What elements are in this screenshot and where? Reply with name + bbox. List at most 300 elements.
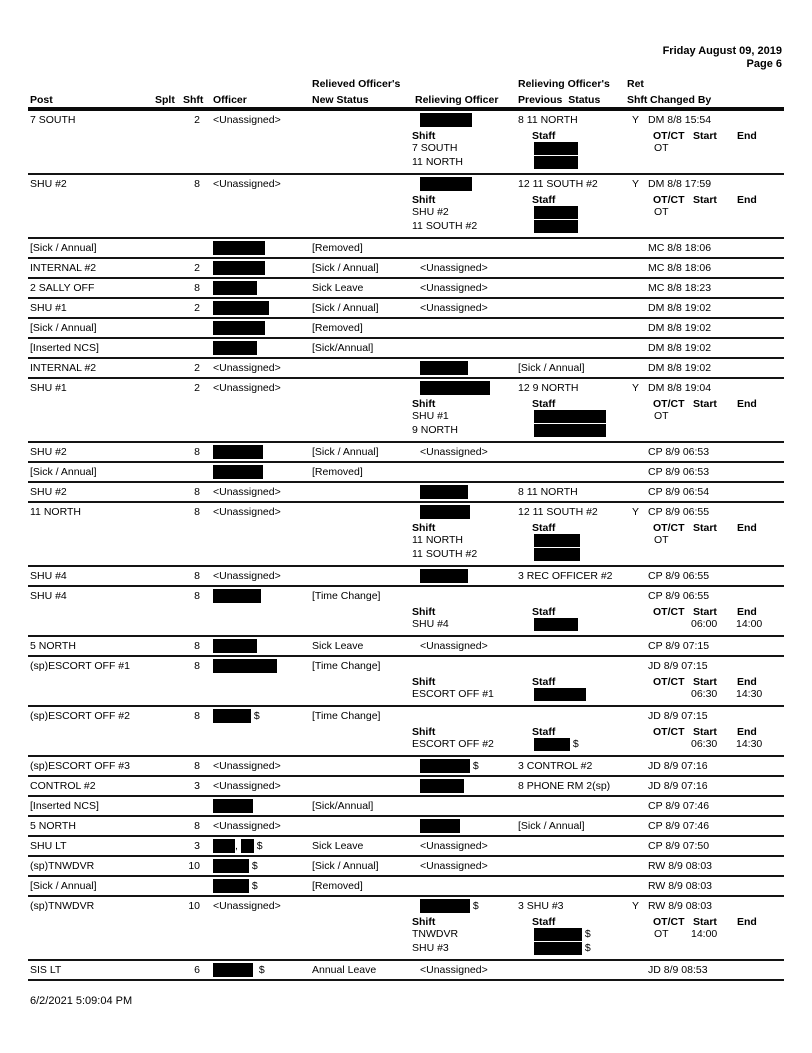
cell-text: <Unassigned> <box>420 860 488 872</box>
redaction-box <box>420 505 470 519</box>
row-main-line <box>28 443 784 461</box>
sub-staff <box>534 688 586 701</box>
row-main-line <box>28 837 784 855</box>
cell-shft: 8 <box>194 660 200 672</box>
cell-changed-by: MC 8/8 18:06 <box>648 262 712 274</box>
sub-header-line <box>28 397 784 410</box>
table-row <box>28 657 784 707</box>
sub-header-shift: Shift <box>412 130 436 142</box>
row-main-line <box>28 707 784 725</box>
table-row <box>28 757 784 777</box>
redaction-box <box>420 177 472 191</box>
cell-officer <box>213 262 265 275</box>
sub-header-end: End <box>737 726 757 738</box>
cell-post: (sp)ESCORT OFF #1 <box>30 660 130 672</box>
sub-detail-line <box>28 220 784 234</box>
row-main-line <box>28 797 784 815</box>
sub-header-line <box>28 193 784 206</box>
sub-header-staff: Staff <box>532 676 556 688</box>
cell-text: <Unassigned> <box>213 900 281 912</box>
sub-shift-name: ESCORT OFF #1 <box>412 688 494 700</box>
redaction-box <box>213 321 265 335</box>
cell-relieving-officer <box>420 114 472 127</box>
row-main-line <box>28 299 784 317</box>
cell-text: <Unassigned> <box>420 840 488 852</box>
redaction-box <box>213 281 257 295</box>
cell-officer <box>213 710 260 723</box>
table-row <box>28 175 784 239</box>
table-row <box>28 443 784 463</box>
cell-officer <box>213 506 281 518</box>
cell-prev-status: [Sick / Annual] <box>518 820 585 832</box>
cell-officer <box>213 242 265 255</box>
row-main-line <box>28 777 784 795</box>
redaction-box <box>213 859 249 873</box>
cell-shft: 3 <box>194 840 200 852</box>
cell-officer <box>213 660 277 673</box>
redaction-box <box>534 942 582 955</box>
cell-relieving-officer <box>420 506 470 519</box>
cell-shft: 2 <box>194 302 200 314</box>
sub-header-start: Start <box>693 916 717 928</box>
cell-text: <Unassigned> <box>213 362 281 374</box>
row-main-line <box>28 587 784 605</box>
cell-new-status: [Sick / Annual] <box>312 302 379 314</box>
redaction-box <box>213 261 265 275</box>
cell-text: $ <box>470 900 479 912</box>
redaction-box <box>213 799 253 813</box>
sub-shift-name: 9 NORTH <box>412 424 458 436</box>
cell-post: [Sick / Annual] <box>30 466 97 478</box>
redaction-box <box>213 879 249 893</box>
sub-header-otct: OT/CT <box>653 606 685 618</box>
cell-shft: 3 <box>194 780 200 792</box>
sub-header-end: End <box>737 916 757 928</box>
header-prev-status-2: Previous Status <box>518 94 601 106</box>
cell-relieving-officer <box>420 178 472 191</box>
sub-staff <box>534 618 578 631</box>
redaction-box <box>534 548 580 561</box>
cell-officer <box>213 322 265 335</box>
header-new-status-2: New Status <box>312 94 369 106</box>
redaction-box <box>213 709 251 723</box>
cell-changed-by: CP 8/9 06:55 <box>648 590 710 602</box>
cell-changed-by: DM 8/8 19:02 <box>648 322 712 334</box>
cell-new-status: [Time Change] <box>312 710 381 722</box>
cell-relieving-officer <box>420 362 468 375</box>
cell-relieving-officer <box>420 640 488 652</box>
redaction-box <box>534 206 578 219</box>
row-main-line <box>28 463 784 481</box>
sub-shift-name: TNWDVR <box>412 928 459 940</box>
sub-header-start: Start <box>693 726 717 738</box>
cell-post: SHU #4 <box>30 570 67 582</box>
cell-officer <box>213 590 261 603</box>
cell-prev-status: 8 PHONE RM 2(sp) <box>518 780 611 792</box>
cell-relieving-officer <box>420 446 488 458</box>
header-new-status-1: Relieved Officer's <box>312 78 401 90</box>
cell-ret-shft: Y <box>632 178 640 190</box>
row-main-line <box>28 379 784 397</box>
cell-relieving-officer <box>420 486 468 499</box>
sub-header-start: Start <box>693 522 717 534</box>
row-main-line <box>28 817 784 835</box>
row-main-line <box>28 111 784 129</box>
sub-detail-line <box>28 206 784 220</box>
table-row <box>28 259 784 279</box>
table-row <box>28 239 784 259</box>
sub-header-start: Start <box>693 676 717 688</box>
redaction-box <box>213 639 257 653</box>
table-row <box>28 817 784 837</box>
sub-otct-value: OT <box>654 928 669 940</box>
cell-relieving-officer <box>420 302 488 314</box>
sub-start-value: 06:30 <box>691 738 718 750</box>
cell-text: <Unassigned> <box>213 760 281 772</box>
cell-text: <Unassigned> <box>213 382 281 394</box>
sub-header-start: Start <box>693 398 717 410</box>
sub-staff <box>534 942 591 955</box>
table-row <box>28 111 784 175</box>
cell-changed-by: RW 8/9 08:03 <box>648 880 713 892</box>
cell-prev-status: 12 11 SOUTH #2 <box>518 506 598 518</box>
sub-staff <box>534 548 580 561</box>
redaction-box <box>534 156 578 169</box>
sub-end-value: 14:30 <box>736 738 763 750</box>
sub-header-end: End <box>737 522 757 534</box>
cell-post: [Sick / Annual] <box>30 242 97 254</box>
cell-post: [Sick / Annual] <box>30 880 97 892</box>
cell-post: SIS LT <box>30 964 62 976</box>
table-row <box>28 319 784 339</box>
cell-text: $ <box>582 942 591 954</box>
cell-new-status: Annual Leave <box>312 964 377 976</box>
cell-post: (sp)TNWDVR <box>30 900 95 912</box>
sub-end-value: 14:00 <box>736 618 763 630</box>
sub-shift-name: 11 NORTH <box>412 534 463 546</box>
cell-text: <Unassigned> <box>420 302 488 314</box>
cell-changed-by: CP 8/9 06:53 <box>648 446 710 458</box>
table-row <box>28 359 784 379</box>
sub-header-end: End <box>737 398 757 410</box>
cell-changed-by: DM 8/8 19:02 <box>648 302 712 314</box>
cell-relieving-officer <box>420 964 488 976</box>
cell-relieving-officer <box>420 570 468 583</box>
redaction-box <box>534 688 586 701</box>
cell-post: SHU #4 <box>30 590 67 602</box>
redaction-box <box>420 759 470 773</box>
sub-header-shift: Shift <box>412 916 436 928</box>
sub-header-otct: OT/CT <box>653 522 685 534</box>
redaction-box <box>420 569 468 583</box>
sub-staff <box>534 220 578 233</box>
cell-relieving-officer <box>420 382 490 395</box>
redaction-box <box>420 381 490 395</box>
cell-officer <box>213 820 281 832</box>
cell-changed-by: JD 8/9 08:53 <box>648 964 708 976</box>
sub-header-shift: Shift <box>412 676 436 688</box>
cell-text: <Unassigned> <box>420 262 488 274</box>
redaction-box <box>534 142 578 155</box>
cell-officer <box>213 114 281 126</box>
cell-prev-status: 3 CONTROL #2 <box>518 760 593 772</box>
cell-prev-status: 12 11 SOUTH #2 <box>518 178 598 190</box>
cell-prev-status: 3 REC OFFICER #2 <box>518 570 613 582</box>
row-main-line <box>28 567 784 585</box>
cell-changed-by: CP 8/9 07:46 <box>648 820 710 832</box>
sub-header-staff: Staff <box>532 916 556 928</box>
sub-header-end: End <box>737 606 757 618</box>
cell-changed-by: RW 8/9 08:03 <box>648 860 713 872</box>
cell-shft: 8 <box>194 640 200 652</box>
cell-shft: 8 <box>194 506 200 518</box>
sub-start-value: 06:30 <box>691 688 718 700</box>
table-row <box>28 797 784 817</box>
cell-text: $ <box>470 760 479 772</box>
header-ret: Ret <box>627 78 644 90</box>
footer-timestamp: 6/2/2021 5:09:04 PM <box>30 995 133 1007</box>
cell-new-status: [Sick/Annual] <box>312 800 374 812</box>
sub-start-value: 14:00 <box>691 928 718 940</box>
cell-prev-status: 3 SHU #3 <box>518 900 564 912</box>
sub-shift-name: 7 SOUTH <box>412 142 458 154</box>
cell-new-status: [Removed] <box>312 322 363 334</box>
sub-shift-name: SHU #3 <box>412 942 449 954</box>
cell-officer <box>213 342 257 355</box>
sub-header-otct: OT/CT <box>653 676 685 688</box>
cell-relieving-officer <box>420 262 488 274</box>
sub-detail-line <box>28 548 784 562</box>
cell-shft: 8 <box>194 282 200 294</box>
cell-post: SHU #2 <box>30 446 67 458</box>
cell-officer <box>213 840 263 853</box>
sub-header-line <box>28 129 784 142</box>
redaction-box <box>534 928 582 941</box>
cell-officer <box>213 880 258 893</box>
table-row <box>28 961 784 981</box>
redaction-box <box>213 963 253 977</box>
cell-post: 7 SOUTH <box>30 114 76 126</box>
sub-header-end: End <box>737 194 757 206</box>
cell-new-status: Sick Leave <box>312 840 364 852</box>
sub-header-staff: Staff <box>532 522 556 534</box>
cell-shft: 10 <box>188 900 200 912</box>
sub-otct-value: OT <box>654 534 669 546</box>
table-row <box>28 503 784 567</box>
sub-header-start: Start <box>693 130 717 142</box>
sub-otct-value: OT <box>654 206 669 218</box>
table-row <box>28 299 784 319</box>
sub-header-end: End <box>737 130 757 142</box>
sub-header-shift: Shift <box>412 398 436 410</box>
cell-post: (sp)ESCORT OFF #3 <box>30 760 130 772</box>
cell-shft: 8 <box>194 486 200 498</box>
redaction-box <box>534 424 606 437</box>
sub-header-otct: OT/CT <box>653 398 685 410</box>
sub-header-line <box>28 521 784 534</box>
row-main-line <box>28 259 784 277</box>
row-main-line <box>28 279 784 297</box>
sub-shift-name: SHU #4 <box>412 618 449 630</box>
sub-detail-line <box>28 534 784 548</box>
cell-text: $ <box>249 860 258 872</box>
table-row <box>28 777 784 797</box>
sub-header-start: Start <box>693 606 717 618</box>
redaction-box <box>213 839 235 853</box>
row-main-line <box>28 175 784 193</box>
cell-text: $ <box>582 928 591 940</box>
cell-officer <box>213 780 281 792</box>
cell-officer <box>213 466 263 479</box>
sub-staff <box>534 928 591 941</box>
table-row <box>28 567 784 587</box>
cell-changed-by: JD 8/9 07:15 <box>648 660 708 672</box>
sub-header-otct: OT/CT <box>653 194 685 206</box>
cell-post: [Inserted NCS] <box>30 800 99 812</box>
redaction-box <box>420 899 470 913</box>
header-changed-by: Changed By <box>650 94 712 106</box>
cell-text: <Unassigned> <box>420 446 488 458</box>
cell-new-status: [Sick/Annual] <box>312 342 374 354</box>
sub-header-end: End <box>737 676 757 688</box>
redaction-box <box>420 113 472 127</box>
cell-officer <box>213 964 265 977</box>
sub-shift-name: 11 NORTH <box>412 156 463 168</box>
cell-shft: 2 <box>194 262 200 274</box>
header-prev-status-1: Relieving Officer's <box>518 78 610 90</box>
sub-header-otct: OT/CT <box>653 726 685 738</box>
cell-shft: 6 <box>194 964 200 976</box>
cell-post: INTERNAL #2 <box>30 262 97 274</box>
sub-header-staff: Staff <box>532 194 556 206</box>
cell-post: SHU LT <box>30 840 67 852</box>
cell-post: [Inserted NCS] <box>30 342 99 354</box>
cell-shft: 8 <box>194 760 200 772</box>
cell-new-status: [Time Change] <box>312 660 381 672</box>
table-row <box>28 339 784 359</box>
cell-post: 2 SALLY OFF <box>30 282 95 294</box>
cell-officer <box>213 640 257 653</box>
cell-changed-by: MC 8/8 18:06 <box>648 242 712 254</box>
cell-shft: 8 <box>194 178 200 190</box>
table-row <box>28 897 784 961</box>
cell-officer <box>213 900 281 912</box>
table-row <box>28 279 784 299</box>
cell-officer <box>213 486 281 498</box>
cell-shft: 2 <box>194 362 200 374</box>
sub-staff <box>534 738 579 751</box>
table-row <box>28 837 784 857</box>
cell-text: <Unassigned> <box>420 282 488 294</box>
redaction-box <box>213 589 261 603</box>
sub-shift-name: 11 SOUTH #2 <box>412 548 478 560</box>
cell-changed-by: DM 8/8 19:04 <box>648 382 712 394</box>
cell-post: SHU #1 <box>30 302 67 314</box>
cell-relieving-officer <box>420 760 479 773</box>
cell-shft: 8 <box>194 820 200 832</box>
cell-text: <Unassigned> <box>213 114 281 126</box>
cell-text: , <box>235 840 241 852</box>
row-main-line <box>28 359 784 377</box>
sub-header-shift: Shift <box>412 194 436 206</box>
page-header <box>663 45 782 70</box>
row-main-line <box>28 319 784 337</box>
cell-post: SHU #2 <box>30 178 67 190</box>
cell-changed-by: MC 8/8 18:23 <box>648 282 712 294</box>
sub-header-staff: Staff <box>532 130 556 142</box>
cell-changed-by: JD 8/9 07:16 <box>648 780 708 792</box>
sub-header-line <box>28 605 784 618</box>
row-main-line <box>28 757 784 775</box>
cell-text: $ <box>253 964 265 976</box>
cell-new-status: [Time Change] <box>312 590 381 602</box>
cell-text: $ <box>251 710 260 722</box>
sub-detail-line <box>28 618 784 632</box>
cell-prev-status: [Sick / Annual] <box>518 362 585 374</box>
cell-shft: 2 <box>194 114 200 126</box>
cell-post: (sp)ESCORT OFF #2 <box>30 710 130 722</box>
cell-post: CONTROL #2 <box>30 780 96 792</box>
row-main-line <box>28 503 784 521</box>
sub-staff <box>534 206 578 219</box>
table-row <box>28 483 784 503</box>
sub-staff <box>534 424 606 437</box>
cell-prev-status: 8 11 NORTH <box>518 114 578 126</box>
sub-staff <box>534 156 578 169</box>
header-splt: Splt <box>155 94 175 106</box>
sub-header-line <box>28 675 784 688</box>
cell-officer <box>213 282 257 295</box>
sub-header-otct: OT/CT <box>653 916 685 928</box>
redaction-box <box>213 445 263 459</box>
sub-end-value: 14:30 <box>736 688 763 700</box>
cell-ret-shft: Y <box>632 382 640 394</box>
cell-new-status: [Sick / Annual] <box>312 860 379 872</box>
cell-ret-shft: Y <box>632 900 640 912</box>
row-main-line <box>28 877 784 895</box>
sub-header-staff: Staff <box>532 726 556 738</box>
header-ret-shft: Shft <box>627 94 648 106</box>
cell-changed-by: DM 8/8 19:02 <box>648 342 712 354</box>
cell-new-status: [Sick / Annual] <box>312 262 379 274</box>
redaction-box <box>534 534 580 547</box>
cell-text: <Unassigned> <box>213 570 281 582</box>
cell-shft: 8 <box>194 446 200 458</box>
cell-changed-by: CP 8/9 07:46 <box>648 800 710 812</box>
cell-relieving-officer <box>420 820 460 833</box>
cell-text: <Unassigned> <box>420 964 488 976</box>
cell-text: <Unassigned> <box>213 178 281 190</box>
table-row <box>28 379 784 443</box>
cell-text: $ <box>570 738 579 750</box>
table-header <box>28 76 784 107</box>
cell-changed-by: JD 8/9 07:16 <box>648 760 708 772</box>
cell-relieving-officer <box>420 840 488 852</box>
cell-changed-by: CP 8/9 07:15 <box>648 640 710 652</box>
cell-text: $ <box>253 840 263 852</box>
cell-new-status: Sick Leave <box>312 640 364 652</box>
sub-start-value: 06:00 <box>691 618 718 630</box>
cell-text: <Unassigned> <box>213 506 281 518</box>
cell-officer <box>213 382 281 394</box>
cell-shft: 8 <box>194 570 200 582</box>
cell-changed-by: CP 8/9 06:55 <box>648 570 710 582</box>
cell-changed-by: CP 8/9 06:54 <box>648 486 710 498</box>
cell-changed-by: DM 8/8 15:54 <box>648 114 712 126</box>
cell-changed-by: CP 8/9 06:55 <box>648 506 710 518</box>
cell-changed-by: CP 8/9 07:50 <box>648 840 710 852</box>
header-relieving: Relieving Officer <box>415 94 499 106</box>
